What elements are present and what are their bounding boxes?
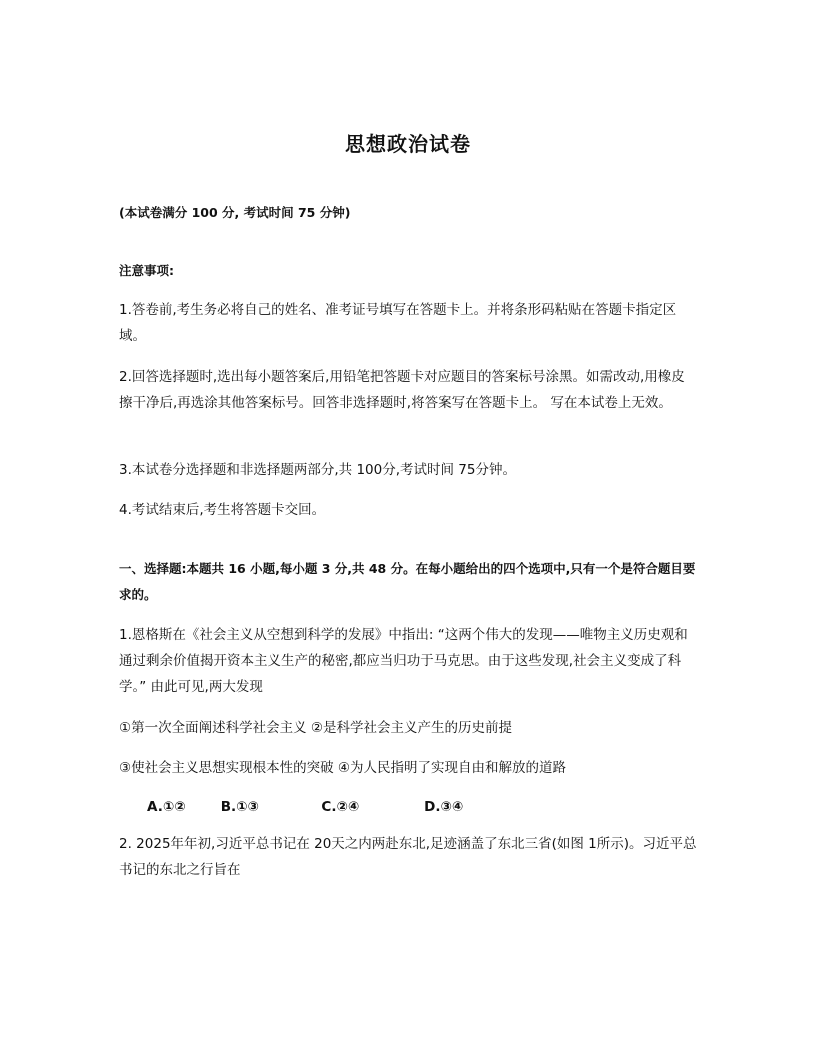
notice-item-3: 3.本试卷分选择题和非选择题两部分,共 100分,考试时间 75分钟。 bbox=[119, 462, 516, 478]
section-heading: 一、选择题:本题共 16 小题,每小题 3 分,共 48 分。在每小题给出的四个选项中,只有一个是符合题目要求的。 bbox=[119, 561, 696, 602]
question-1-options bbox=[147, 794, 463, 820]
notice-item-4: 4.考试结束后,考生将答题卡交回。 bbox=[119, 502, 326, 518]
notice-item-2: 2.回答选择题时,选出每小题答案后,用铅笔把答题卡对应题目的答案标号涂黑。如需改动,用橡皮擦干净后,再选涂其他答案标号。回答非选择题时,将答案写在答题卡上。 写在本试卷上无效。 bbox=[119, 369, 685, 411]
option-c: C.②④ bbox=[321, 799, 360, 815]
option-d: D.③④ bbox=[424, 799, 464, 815]
page-title: 思想政治试卷 bbox=[345, 132, 471, 156]
exam-subtitle: (本试卷满分 100 分, 考试时间 75 分钟) bbox=[119, 205, 351, 220]
question-1-statement-2: ③使社会主义思想实现根本性的突破 ④为人民指明了实现自由和解放的道路 bbox=[119, 760, 566, 776]
question-2-stem: 2. 2025年年初,习近平总书记在 20天之内两赴东北,足迹涵盖了东北三省(如图 1所示)。习近平总书记的东北之行旨在 bbox=[119, 836, 697, 878]
notice-item-1: 1.答卷前,考生务必将自己的姓名、准考证号填写在答题卡上。并将条形码粘贴在答题卡指定区域。 bbox=[119, 302, 677, 344]
option-a: A.①② bbox=[147, 799, 186, 815]
question-1-stem: 1.恩格斯在《社会主义从空想到科学的发展》中指出: “这两个伟大的发现——唯物主义历史观和通过剩余价值揭开资本主义生产的秘密,都应当归功于马克思。由于这些发现,社会主义变成了科学。” 由此可见,两大发现 bbox=[119, 627, 688, 695]
notice-heading: 注意事项: bbox=[119, 263, 174, 278]
question-1-statement-1: ①第一次全面阐述科学社会主义 ②是科学社会主义产生的历史前提 bbox=[119, 720, 512, 736]
option-b: B.①③ bbox=[220, 799, 259, 815]
